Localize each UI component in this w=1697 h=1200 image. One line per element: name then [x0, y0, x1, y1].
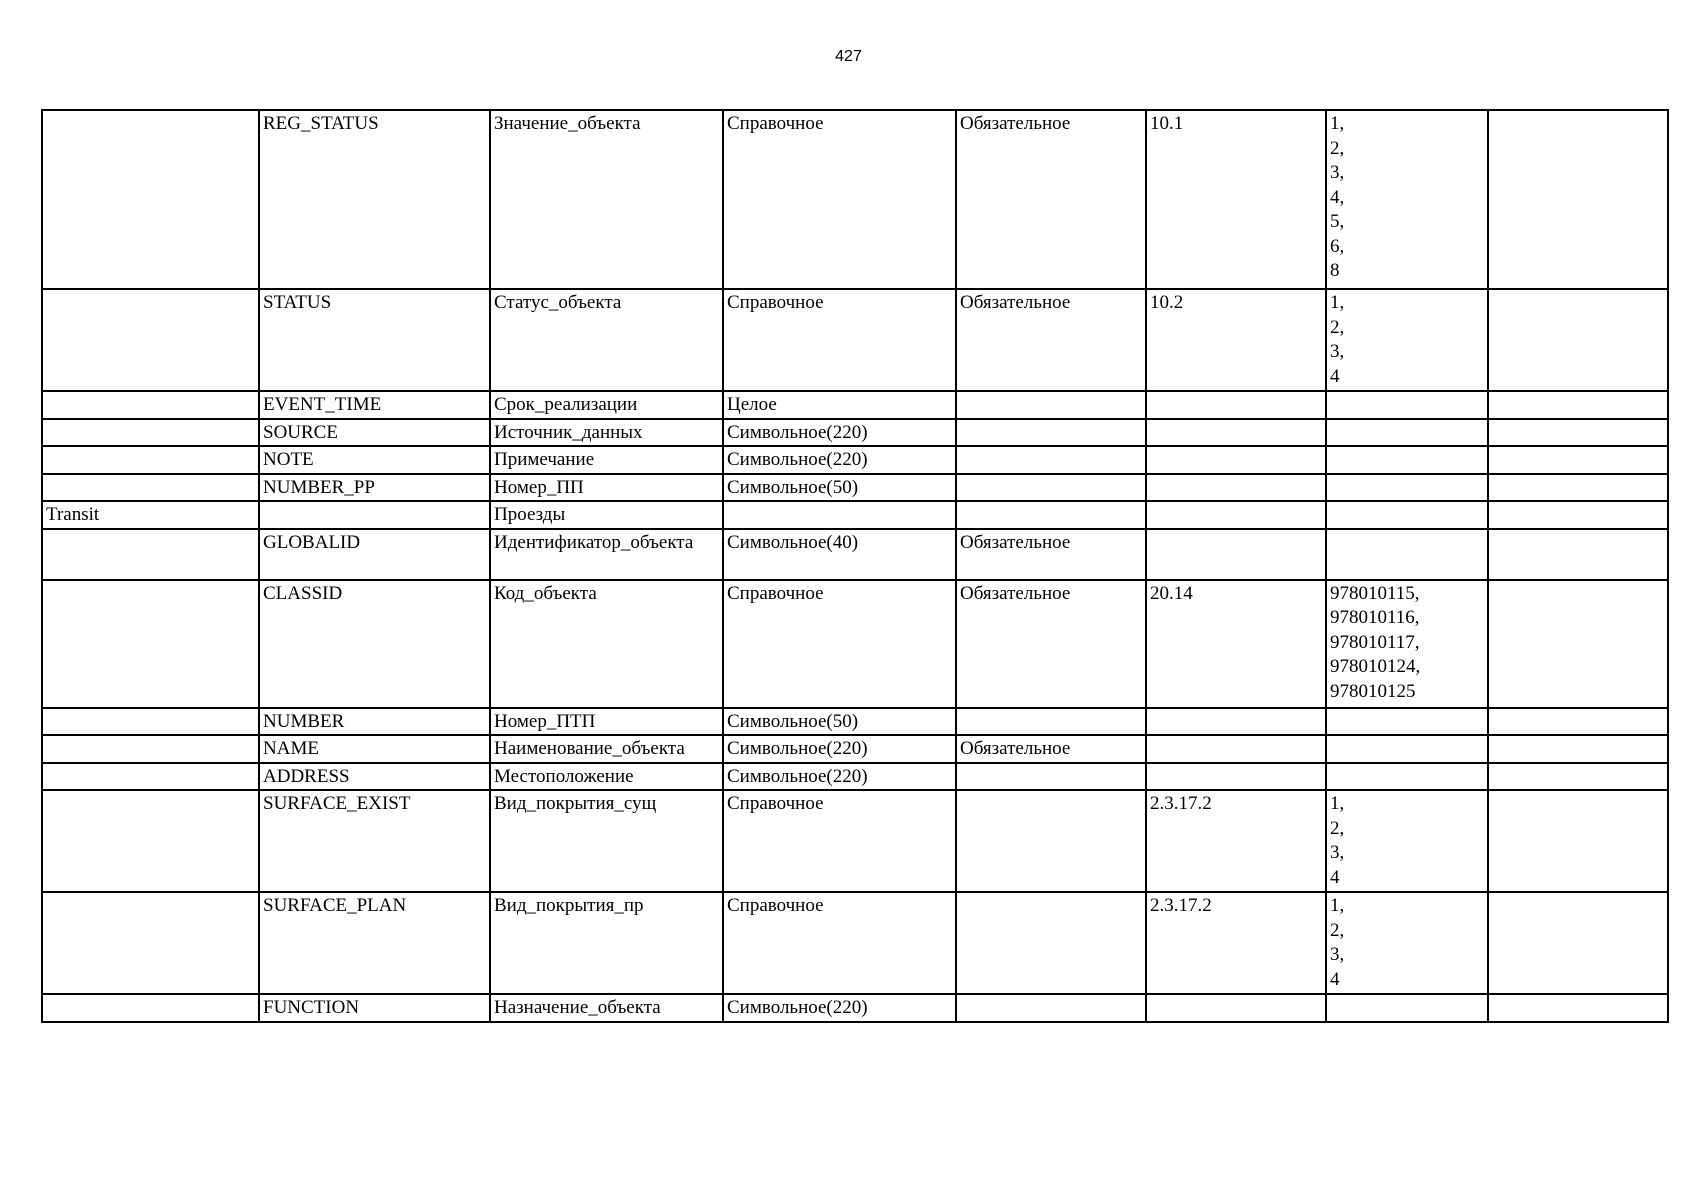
- cell-allowed-values: [1326, 446, 1488, 474]
- cell-notes: [1488, 110, 1668, 289]
- cell-field-name: NOTE: [259, 446, 490, 474]
- cell-notes: [1488, 391, 1668, 419]
- cell-data-type: Справочное: [723, 892, 956, 994]
- cell-required: [956, 474, 1146, 502]
- cell-object-class: [42, 391, 259, 419]
- cell-data-type: Символьное(220): [723, 763, 956, 791]
- cell-field-alias: Наименование_объекта: [490, 735, 723, 763]
- cell-object-class: [42, 419, 259, 447]
- cell-data-type: Символьное(220): [723, 419, 956, 447]
- cell-object-class: Transit: [42, 501, 259, 529]
- cell-reference: 2.3.17.2: [1146, 892, 1326, 994]
- cell-field-name: NAME: [259, 735, 490, 763]
- cell-data-type: Символьное(220): [723, 994, 956, 1022]
- cell-required: [956, 763, 1146, 791]
- cell-field-alias: Код_объекта: [490, 580, 723, 708]
- cell-field-alias: Назначение_объекта: [490, 994, 723, 1022]
- cell-required: [956, 892, 1146, 994]
- table-row: [42, 892, 1668, 994]
- table-row: [42, 994, 1668, 1022]
- cell-allowed-values: 1, 2, 3, 4: [1326, 790, 1488, 892]
- cell-notes: [1488, 419, 1668, 447]
- cell-reference: [1146, 501, 1326, 529]
- cell-field-name: SURFACE_PLAN: [259, 892, 490, 994]
- cell-object-class: [42, 110, 259, 289]
- cell-object-class: [42, 708, 259, 736]
- cell-reference: [1146, 474, 1326, 502]
- cell-reference: [1146, 419, 1326, 447]
- cell-allowed-values: [1326, 763, 1488, 791]
- cell-reference: 10.2: [1146, 289, 1326, 391]
- cell-notes: [1488, 708, 1668, 736]
- cell-notes: [1488, 735, 1668, 763]
- cell-allowed-values: [1326, 735, 1488, 763]
- cell-allowed-values: [1326, 529, 1488, 580]
- cell-data-type: Справочное: [723, 110, 956, 289]
- cell-reference: [1146, 529, 1326, 580]
- cell-field-name: SOURCE: [259, 419, 490, 447]
- cell-field-alias: Источник_данных: [490, 419, 723, 447]
- table-row: [42, 790, 1668, 892]
- cell-object-class: [42, 474, 259, 502]
- cell-data-type: Символьное(220): [723, 735, 956, 763]
- cell-data-type: Символьное(50): [723, 474, 956, 502]
- cell-required: [956, 391, 1146, 419]
- cell-data-type: Символьное(220): [723, 446, 956, 474]
- cell-allowed-values: 1, 2, 3, 4, 5, 6, 8: [1326, 110, 1488, 289]
- cell-field-alias: Проезды: [490, 501, 723, 529]
- cell-object-class: [42, 790, 259, 892]
- cell-field-alias: Вид_покрытия_пр: [490, 892, 723, 994]
- cell-required: [956, 501, 1146, 529]
- cell-required: [956, 446, 1146, 474]
- cell-data-type: [723, 501, 956, 529]
- cell-field-name: SURFACE_EXIST: [259, 790, 490, 892]
- cell-allowed-values: [1326, 419, 1488, 447]
- cell-field-alias: Срок_реализации: [490, 391, 723, 419]
- cell-reference: [1146, 994, 1326, 1022]
- cell-object-class: [42, 735, 259, 763]
- cell-allowed-values: 1, 2, 3, 4: [1326, 892, 1488, 994]
- cell-required: Обязательное: [956, 289, 1146, 391]
- cell-notes: [1488, 501, 1668, 529]
- cell-field-alias: Статус_объекта: [490, 289, 723, 391]
- cell-required: Обязательное: [956, 735, 1146, 763]
- table-row: [42, 110, 1668, 289]
- attribute-table: [41, 109, 1669, 1023]
- cell-data-type: Справочное: [723, 580, 956, 708]
- cell-required: Обязательное: [956, 110, 1146, 289]
- table-row: [42, 735, 1668, 763]
- cell-reference: 20.14: [1146, 580, 1326, 708]
- cell-allowed-values: [1326, 708, 1488, 736]
- cell-data-type: Символьное(50): [723, 708, 956, 736]
- cell-allowed-values: 978010115, 978010116, 978010117, 978010124, 978010125: [1326, 580, 1488, 708]
- cell-reference: [1146, 763, 1326, 791]
- cell-required: [956, 708, 1146, 736]
- table-row: [42, 708, 1668, 736]
- cell-object-class: [42, 580, 259, 708]
- cell-data-type: Справочное: [723, 289, 956, 391]
- cell-field-name: STATUS: [259, 289, 490, 391]
- table-row: [42, 529, 1668, 580]
- cell-field-alias: Идентификатор_объекта: [490, 529, 723, 580]
- cell-required: Обязательное: [956, 580, 1146, 708]
- cell-data-type: Справочное: [723, 790, 956, 892]
- cell-reference: 10.1: [1146, 110, 1326, 289]
- cell-required: [956, 419, 1146, 447]
- cell-allowed-values: 1, 2, 3, 4: [1326, 289, 1488, 391]
- cell-object-class: [42, 892, 259, 994]
- cell-object-class: [42, 289, 259, 391]
- cell-reference: [1146, 391, 1326, 419]
- cell-notes: [1488, 763, 1668, 791]
- table-row: [42, 289, 1668, 391]
- cell-field-alias: Вид_покрытия_сущ: [490, 790, 723, 892]
- cell-field-name: EVENT_TIME: [259, 391, 490, 419]
- cell-object-class: [42, 529, 259, 580]
- cell-field-name: ADDRESS: [259, 763, 490, 791]
- cell-field-name: GLOBALID: [259, 529, 490, 580]
- cell-field-name: NUMBER: [259, 708, 490, 736]
- cell-field-name: REG_STATUS: [259, 110, 490, 289]
- cell-notes: [1488, 529, 1668, 580]
- cell-notes: [1488, 790, 1668, 892]
- table-row: [42, 580, 1668, 708]
- cell-field-alias: Номер_ПТП: [490, 708, 723, 736]
- cell-allowed-values: [1326, 994, 1488, 1022]
- cell-notes: [1488, 580, 1668, 708]
- table-row: [42, 763, 1668, 791]
- cell-allowed-values: [1326, 501, 1488, 529]
- cell-field-alias: Номер_ПП: [490, 474, 723, 502]
- table-row: [42, 501, 1668, 529]
- cell-object-class: [42, 763, 259, 791]
- table-row: [42, 474, 1668, 502]
- cell-required: Обязательное: [956, 529, 1146, 580]
- page-number: 427: [835, 48, 862, 65]
- cell-reference: 2.3.17.2: [1146, 790, 1326, 892]
- cell-field-name: FUNCTION: [259, 994, 490, 1022]
- cell-reference: [1146, 735, 1326, 763]
- cell-required: [956, 994, 1146, 1022]
- cell-notes: [1488, 446, 1668, 474]
- cell-field-name: [259, 501, 490, 529]
- cell-allowed-values: [1326, 391, 1488, 419]
- cell-field-name: NUMBER_PP: [259, 474, 490, 502]
- table-row: [42, 391, 1668, 419]
- cell-required: [956, 790, 1146, 892]
- cell-field-alias: Местоположение: [490, 763, 723, 791]
- cell-field-name: CLASSID: [259, 580, 490, 708]
- cell-object-class: [42, 446, 259, 474]
- cell-notes: [1488, 289, 1668, 391]
- cell-notes: [1488, 994, 1668, 1022]
- cell-field-alias: Значение_объекта: [490, 110, 723, 289]
- table-row: [42, 446, 1668, 474]
- cell-reference: [1146, 708, 1326, 736]
- cell-data-type: Символьное(40): [723, 529, 956, 580]
- cell-reference: [1146, 446, 1326, 474]
- cell-object-class: [42, 994, 259, 1022]
- cell-notes: [1488, 474, 1668, 502]
- cell-allowed-values: [1326, 474, 1488, 502]
- table-row: [42, 419, 1668, 447]
- cell-data-type: Целое: [723, 391, 956, 419]
- cell-notes: [1488, 892, 1668, 994]
- cell-field-alias: Примечание: [490, 446, 723, 474]
- attribute-table-body: [42, 110, 1668, 1022]
